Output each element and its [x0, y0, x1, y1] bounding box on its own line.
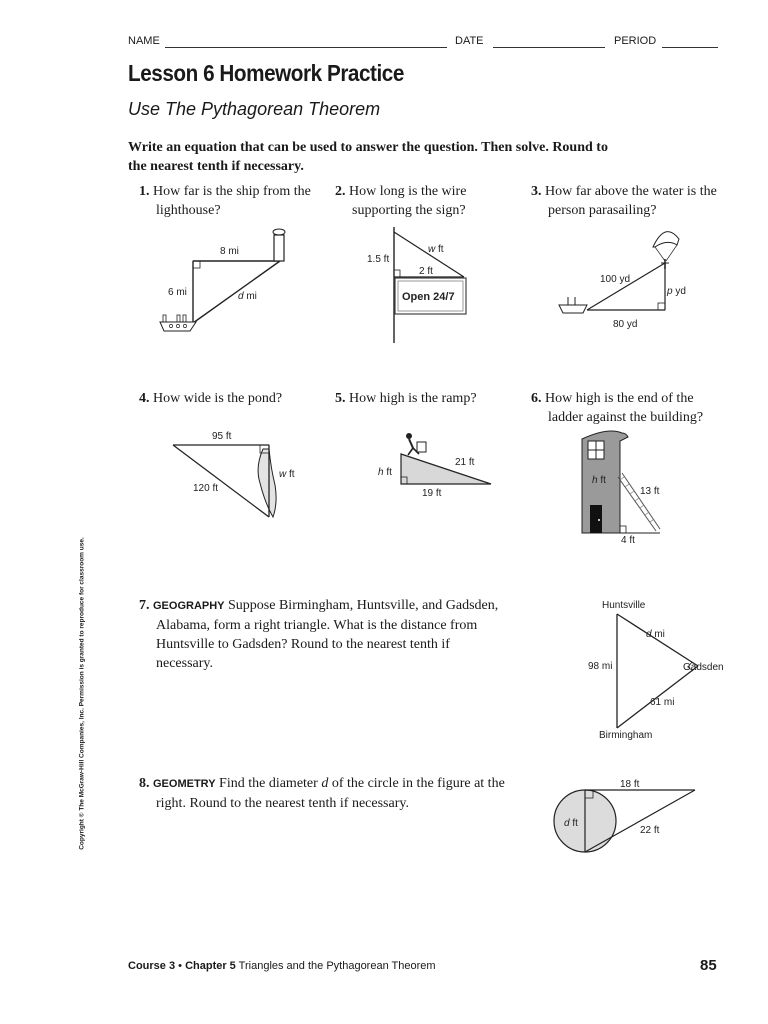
question-number: 6. [531, 391, 542, 406]
question-1 [139, 182, 324, 220]
page-number: 85 [700, 957, 717, 974]
date-field[interactable] [493, 47, 605, 48]
label-13ft: 13 ft [640, 486, 660, 497]
label-2ft: 2 ft [419, 266, 433, 277]
figure-lighthouse [150, 225, 300, 335]
label-21ft: 21 ft [455, 457, 475, 468]
period-field[interactable] [662, 47, 718, 48]
question-number: 5. [335, 391, 346, 406]
question-text: How high is the end of the ladder against the building? [545, 391, 704, 425]
question-text: How far is the ship from the lighthouse? [153, 184, 311, 218]
question-text: How wide is the pond? [153, 391, 283, 406]
city-huntsville: Huntsville [602, 600, 646, 611]
question-number: 1. [139, 184, 150, 199]
label-8mi: 8 mi [220, 246, 239, 257]
label-dft: d ft [564, 818, 578, 829]
instructions: Write an equation that can be used to answer the question. Then solve. Round to the nearest tenth if necessary. [128, 140, 608, 174]
page-title: Lesson 6 Homework Practice [128, 60, 404, 86]
label-61mi: 61 mi [650, 697, 675, 708]
question-3 [531, 182, 731, 220]
question-tag: GEOMETRY [153, 778, 216, 790]
question-text: How long is the wire supporting the sign? [349, 184, 467, 218]
label-pyd: p yd [667, 286, 686, 297]
question-6 [531, 389, 731, 427]
figure-ramp [375, 432, 495, 502]
figure-alabama [585, 595, 735, 745]
question-number: 8. [139, 776, 150, 791]
label-wft: w ft [428, 244, 444, 255]
label-4ft: 4 ft [621, 535, 635, 546]
question-variable: d [321, 776, 329, 791]
question-text: Suppose Birmingham, Huntsville, and Gadsden, Alabama, form a right triangle. What is the distance from Huntsville to Gadsden? Round to the nearest tenth if necessary. [156, 598, 499, 671]
question-2 [335, 182, 515, 220]
city-birmingham: Birmingham [599, 730, 653, 741]
question-number: 2. [335, 184, 346, 199]
label-120ft: 120 ft [193, 483, 219, 494]
question-number: 7. [139, 598, 150, 613]
footer-topic: Triangles and the Pythagorean Theorem [238, 960, 436, 972]
footer-course: Course 3 [128, 960, 176, 972]
sign-text: Open 24/7 [402, 291, 455, 303]
date-label: DATE [455, 35, 484, 47]
question-8 [139, 774, 509, 813]
page-subtitle: Use The Pythagorean Theorem [128, 99, 381, 119]
figure-sign [360, 225, 480, 345]
figure-pond [165, 425, 295, 525]
figure-parasail [555, 225, 705, 335]
figure-ladder [570, 425, 680, 550]
label-95ft: 95 ft [212, 431, 232, 442]
question-7 [139, 596, 499, 673]
label-hft: h ft [378, 467, 392, 478]
label-18ft: 18 ft [620, 779, 640, 790]
question-tag: GEOGRAPHY [153, 600, 225, 612]
label-dmi: d mi [646, 629, 665, 640]
label-98mi: 98 mi [588, 661, 613, 672]
question-text-before: Find the diameter [219, 776, 322, 791]
label-wft: w ft [279, 469, 295, 480]
question-text: How high is the ramp? [349, 391, 477, 406]
period-label: PERIOD [614, 35, 657, 47]
question-number: 3. [531, 184, 542, 199]
label-100yd: 100 yd [600, 274, 631, 285]
question-number: 4. [139, 391, 150, 406]
copyright-notice: Copyright © The McGraw-Hill Companies, Inc. Permission is granted to reproduce for classroom use. [78, 537, 86, 850]
question-5 [335, 389, 515, 408]
figure-circle [550, 775, 700, 860]
footer-chapter: Chapter 5 [185, 960, 236, 972]
question-text: How far above the water is the person parasailing? [545, 184, 717, 218]
question-4 [139, 389, 324, 408]
label-6mi: 6 mi [168, 287, 187, 298]
label-80yd: 80 yd [613, 319, 638, 330]
city-gadsden: Gadsden [683, 662, 724, 673]
name-field[interactable] [165, 47, 447, 48]
label-22ft: 22 ft [640, 825, 660, 836]
name-label: NAME [128, 35, 160, 47]
question-text-after: of the circle in the figure at the right. Round to the nearest tenth if necessary. [156, 776, 505, 811]
label-dmi: d mi [238, 291, 257, 302]
footer [128, 960, 436, 972]
label-hft: h ft [592, 475, 606, 486]
label-19ft: 19 ft [422, 488, 442, 499]
label-1-5ft: 1.5 ft [367, 254, 390, 265]
footer-bullet: • [178, 960, 182, 972]
